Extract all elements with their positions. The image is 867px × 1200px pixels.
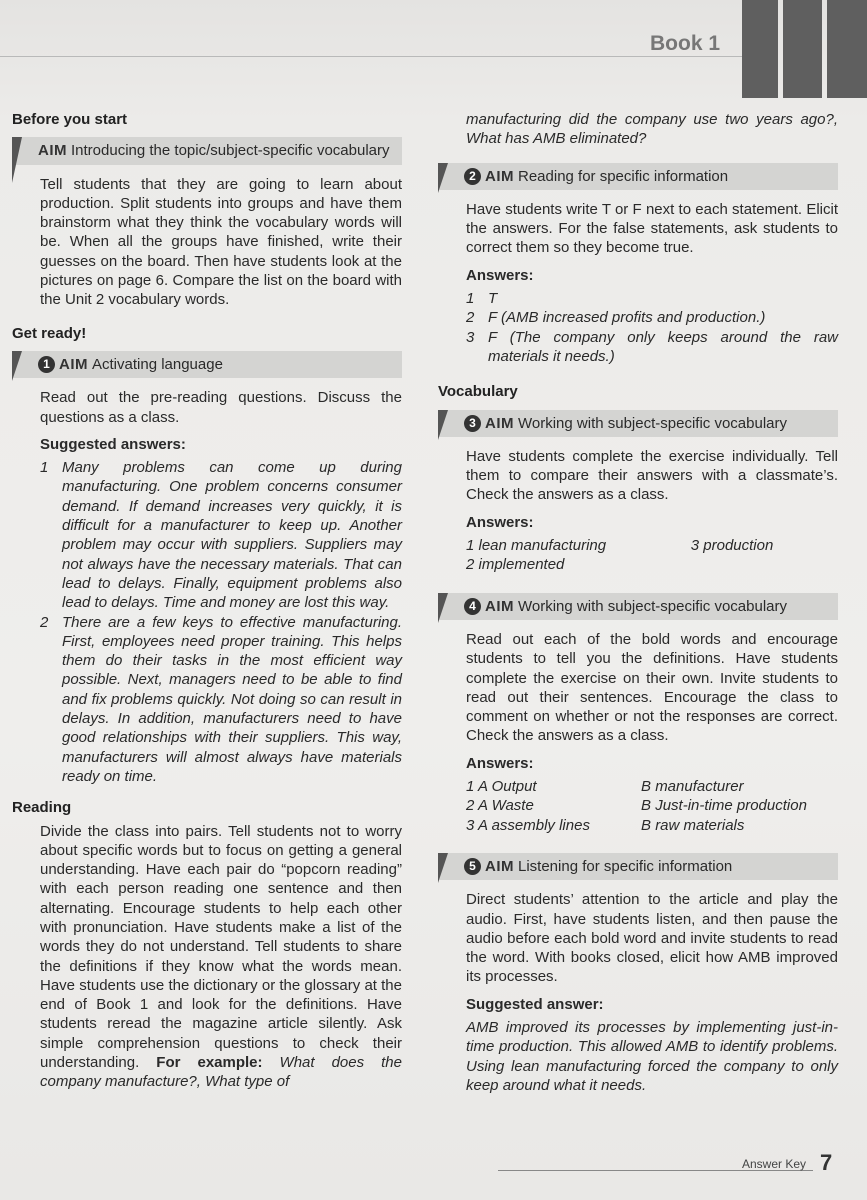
list-item: B manufacturer: [641, 778, 744, 796]
aim4-answers: [438, 777, 838, 835]
aim-box-1: [12, 351, 402, 378]
number-badge: 3: [464, 415, 481, 432]
aim-label: AIM: [485, 414, 514, 432]
reading-heading: Reading: [12, 799, 72, 817]
header-tab-bars: [742, 0, 867, 98]
header-rule: [0, 56, 742, 57]
aim3-body: Have students complete the exercise individually. Tell them to compare their answers with a classmate’s. Check the answers as a class.: [466, 447, 838, 504]
number-badge: 4: [464, 598, 481, 615]
aim-label: AIM: [485, 857, 514, 875]
aim-box-5: [438, 853, 838, 880]
aim-text: Working with subject-specific vocabulary: [518, 597, 787, 615]
aim-text: Activating language: [92, 355, 223, 373]
aim5-body: Direct students’ attention to the article and play the audio. First, have students listen, and then pause the audio before each bold word and invite students to read the word. With books closed, elicit how AMB improved its processes.: [466, 891, 838, 986]
suggested-answers-label: Suggested answers:: [40, 435, 186, 453]
list-item: 1 T: [466, 290, 498, 308]
answers-label: Answers:: [466, 266, 534, 284]
list-item: 2 implemented: [466, 556, 565, 574]
list-item: [691, 555, 838, 574]
aim5-answer: AMB improved its processes by implementing just-in-time production. This allowed AMB to identify problems. Using lean manufacturing forced the company to only keep around what it needs.: [466, 1018, 838, 1094]
aim-text: Introducing the topic/subject-specific vocabulary: [71, 142, 390, 160]
aim-label: AIM: [485, 597, 514, 615]
suggested-answers-list: [12, 458, 402, 786]
suggested-answer-label: Suggested answer:: [466, 995, 604, 1013]
list-item: 3 A assembly lines: [466, 816, 590, 834]
answers-label: Answers:: [466, 754, 534, 772]
list-item: 2 F (AMB increased profits and production.): [466, 309, 766, 327]
aim-text: Working with subject-specific vocabulary: [518, 414, 787, 432]
aim-label: AIM: [59, 355, 88, 373]
aim2-answers: [438, 289, 838, 366]
list-item: 2 A Waste: [466, 797, 534, 815]
page-number: 7: [820, 1150, 833, 1175]
list-item: 2 There are a few keys to effective manufacturing. First, employees need proper training. This helps them do their tasks in the most efficient way possible. Next, managers need to be able to find and fix problems quickly. Not doing so can result in delays. In addition, manufacturers need to have good relationships with their suppliers. This way, manufacturers will almost always have materials ready on time.: [40, 613, 402, 785]
list-item: B Just-in-time production: [641, 797, 807, 815]
left-column: [12, 110, 402, 1100]
right-column: [438, 110, 838, 1103]
list-item: 3 F (The company only keeps around the raw materials it needs.): [466, 328, 838, 365]
aim3-answers: [438, 536, 838, 575]
list-item: B raw materials: [641, 816, 745, 834]
list-item: 3 production: [690, 537, 774, 555]
list-item: 1 A Output: [466, 778, 537, 796]
aim-label: AIM: [38, 142, 67, 160]
aim-label: AIM: [485, 167, 514, 185]
continued-text: manufacturing did the company use two years ago?, What has AMB eliminated?: [466, 111, 838, 148]
before-body: Tell students that they are going to learn about production. Split students into groups and have them brainstorm what they think the vocabulary words will be. When all the groups have finished, write their guesses on the board. Then have students look at the pictures on page 6. Compare the list on the board with the Unit 2 vocabulary words.: [40, 175, 402, 309]
aim4-body: Read out each of the bold words and encourage students to tell you the definitions. Have students complete the exercise on their own. Invite students to read out their sentences. Encourage the class to comment on whether or not the responses are correct. Check the answers as a class.: [466, 630, 838, 745]
aim2-body: Have students write T or F next to each statement. Elicit the answers. For the false statements, ask students to correct them so they become true.: [466, 200, 838, 257]
aim-box-intro: [12, 137, 402, 164]
aim-text: Listening for specific information: [518, 857, 733, 875]
answers-label: Answers:: [466, 513, 534, 531]
aim-text: Reading for specific information: [518, 167, 729, 185]
aim-box-2: [438, 163, 838, 190]
reading-body: Divide the class into pairs. Tell students not to worry about specific words but to focus on getting a general understanding. Have each pair do “popcorn reading” with each person reading one sentence and then alternating. Encourage students to help each other with pronunciation. Have students make a list of the words they do not understand. Tell students to share the definitions if they know what the words mean. Have students use the dictionary or the glossary at the end of Book 1 and look for the definitions. Have students reread the magazine article silently. Ask simple comprehension questions to check their understanding. For example: What does the company manufacture?, What type of: [40, 822, 402, 1091]
aim-box-3: [438, 410, 838, 437]
get-ready-heading: Get ready!: [12, 324, 87, 342]
vocabulary-heading: Vocabulary: [438, 383, 518, 401]
aim-box-4: [438, 593, 838, 620]
aim1-body: Read out the pre-reading questions. Discuss the questions as a class.: [40, 389, 402, 426]
list-item: 1 Many problems can come up during manufacturing. One problem concerns consumer demand. If demand increases very quickly, it is difficult for a manufacturer to keep up. Another problem may occur with suppliers. Suppliers may not always have the necessary materials. That can lead to delays. Finally, equipment problems also lead to delays. Time and money are lost this way.: [40, 459, 402, 612]
before-you-start-heading: Before you start: [12, 111, 128, 128]
number-badge: 5: [464, 858, 481, 875]
number-badge: 2: [464, 168, 481, 185]
list-item: 1 lean manufacturing: [466, 537, 607, 555]
book-title: Book 1: [650, 32, 721, 55]
number-badge: 1: [38, 356, 55, 373]
footer-label: Answer Key: [742, 1157, 807, 1171]
